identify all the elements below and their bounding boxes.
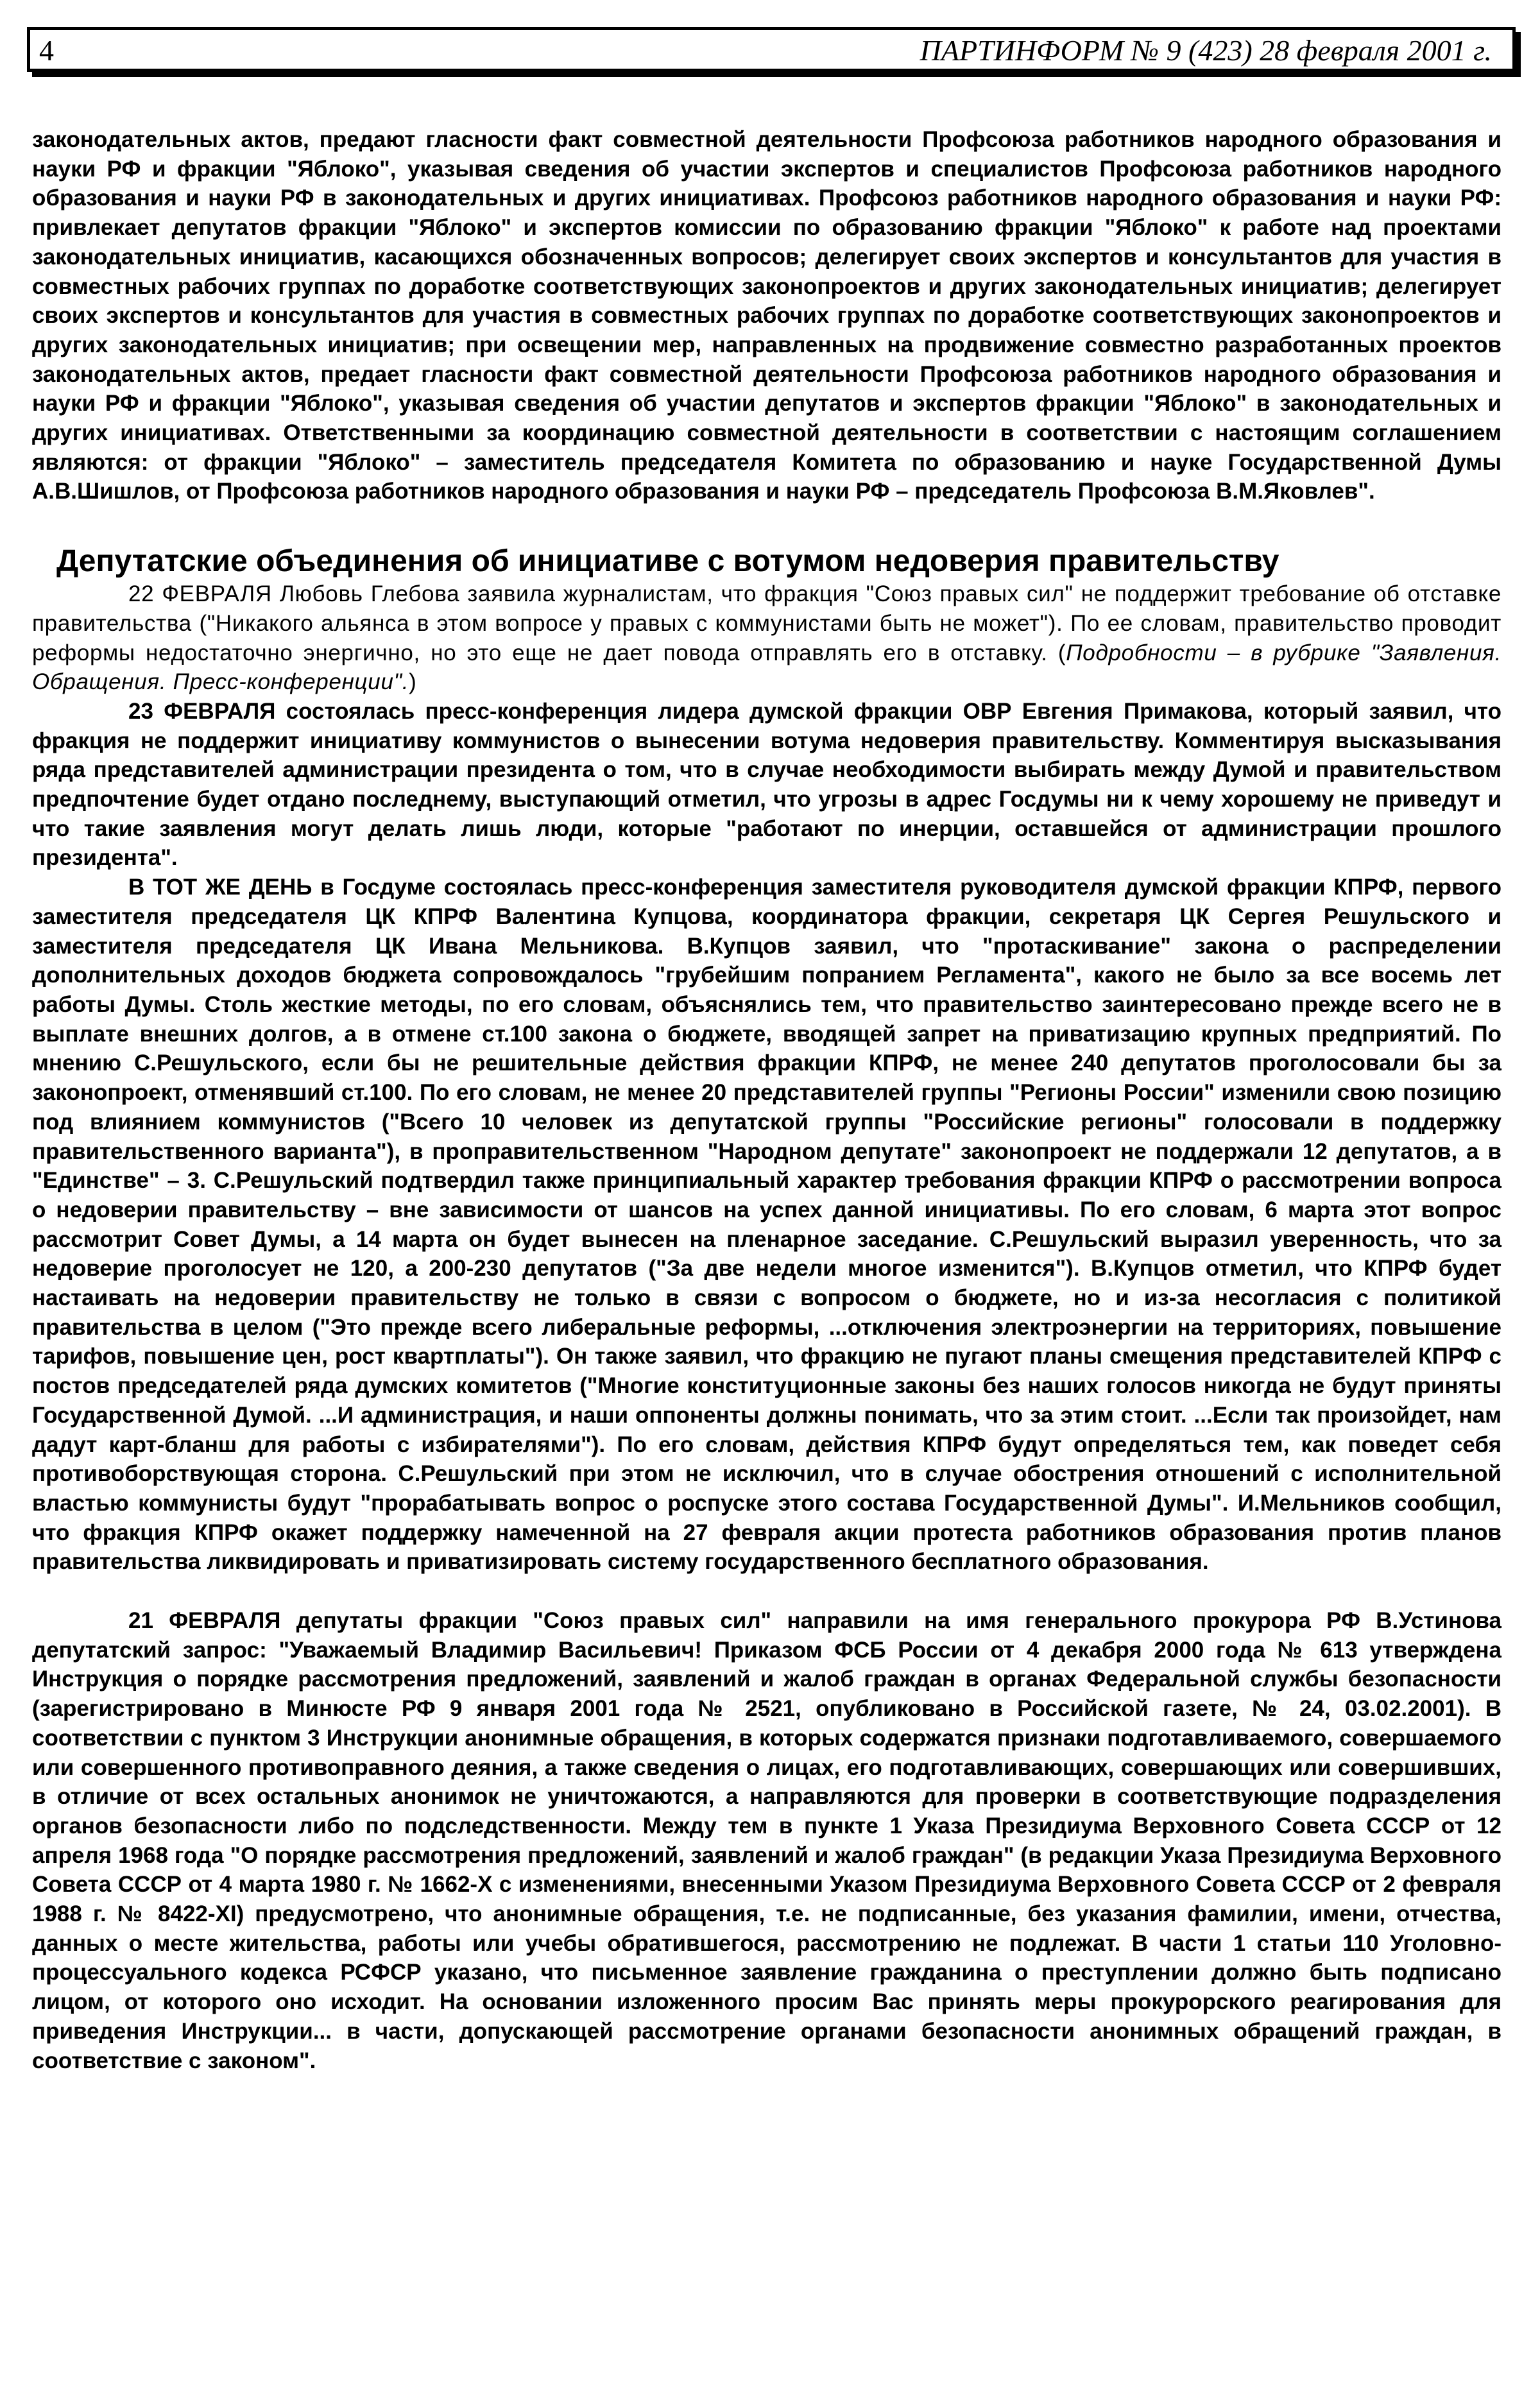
paragraph-feb-21 — [32, 1606, 1502, 2075]
reference-close: ) — [409, 669, 417, 695]
page-number: 4 — [39, 34, 54, 67]
reference-note: Подробности – в рубрике "Заявления. Обращения. Пресс-конференции". — [32, 640, 1502, 695]
publication-title: ПАРТИНФОРМ № 9 (423) 28 февраля 2001 г. — [920, 34, 1492, 67]
date-same-day: В ТОТ ЖЕ ДЕНЬ — [128, 875, 312, 900]
article-continuation-text: законодательных актов, предают гласности факт совместной деятельности Профсоюза работников народного образования и науки РФ и фракции "Яблоко", указывая сведения об участии экспертов и специалистов Профсоюза работников народного образования и науки РФ в законодательных и других инициативах. Профсоюз работников народного образования и науки РФ: привлекает депутатов фракции "Яблоко" и экспертов комиссии по образованию фракции "Яблоко" к работе над проектами законодательных инициатив, касающихся обозначенных вопросов; делегирует своих экспертов и консультантов для участия в совместных рабочих группах по доработке соответствующих законопроектов и других законодательных инициатив; делегирует своих экспертов и консультантов для участия в совместных рабочих группах по доработке соответствующих законопроектов и других законодательных инициатив; при освещении мер, направленных на продвижение совместно разработанных проектов законодательных актов, предает гласности факт совместной деятельности Профсоюза работников народного образования и науки РФ и фракции "Яблоко", указывая сведения об участии депутатов и экспертов фракции "Яблоко" в законодательных и других инициативах. Ответственными за координацию совместной деятельности в соответствии с настоящим соглашением являются: от фракции "Яблоко" – заместитель председателя Комитета по образованию и науке Государственной Думы А.В.Шишлов, от Профсоюза работников народного образования и науки РФ – председатель Профсоюза В.М.Яковлев". — [32, 127, 1502, 504]
section-heading: Депутатские объединения об инициативе с вотумом недоверия правительству — [56, 544, 1279, 579]
paragraph-feb-22 — [32, 579, 1502, 697]
date-feb-23: 23 ФЕВРАЛЯ — [128, 698, 276, 724]
date-feb-21: 21 ФЕВРАЛЯ — [128, 1608, 281, 1634]
paragraph-feb-22-text: Любовь Глебова заявила журналистам, что фракция "Союз правых сил" не поддержит требование об отставке правительства ("Никакого альянса в этом вопросе у правых с коммунистами быть не может"). По ее словам, правительство проводит реформы недостаточно энергично, но это еще не дает повода отправлять его в отставку. ( — [32, 581, 1502, 665]
paragraph-feb-23-text: состоялась пресс-конференция лидера думской фракции ОВР Евгения Примакова, который заявил, что фракция не поддержит инициативу коммунистов о вынесении вотума недоверия правительству. Комментируя высказывания ряда представителей администрации президента о том, что в случае необходимости выбирать между Думой и правительством предпочтение будет отдано последнему, выступающий отметил, что угрозы в адрес Госдумы ни к чему хорошему не приведут и что такие заявления могут делать лишь люди, которые "работают по инерции, оставшейся от администрации прошлого президента". — [32, 698, 1502, 871]
page-content — [32, 125, 1502, 2075]
paragraph-same-day-text: в Госдуме состоялась пресс-конференция заместителя руководителя думской фракции КПРФ, первого заместителя председателя ЦК КПРФ Валентина Купцова, координатора фракции, секретаря ЦК Сергея Решульского и заместителя председателя ЦК Ивана Мельникова. В.Купцов заявил, что "протаскивание" закона о распределении дополнительных доходов бюджета сопровождалось "грубейшим попранием Регламента", какого не было за все восемь лет работы Думы. Столь жесткие методы, по его словам, объяснялись тем, что правительство заинтересовано прежде всего не в выплате внешних долгов, а в отмене ст.100 закона о бюджете, вводящей запрет на приватизацию крупных предприятий. По мнению С.Решульского, если бы не решительные действия фракции КПРФ, не менее 240 депутатов проголосовали бы за законопроект, отменявший ст.100. По его словам, не менее 20 представителей группы "Регионы России" изменили свою позицию под влиянием коммунистов ("Всего 10 человек из депутатской группы "Российские регионы" голосовали в поддержку правительственного варианта"), в проправительственном "Народном депутате" законопроект не поддержали 12 депутатов, а в "Единстве" – 3. С.Решульский подтвердил также принципиальный характер требования фракции КПРФ о рассмотрении вопроса о недоверии правительству – вне зависимости от шансов на успех данной инициативы. По его словам, 6 марта этот вопрос рассмотрит Совет Думы, а 14 марта он будет вынесен на пленарное заседание. С.Решульский выразил уверенность, что за недоверие проголосует не 120, а 200-230 депутатов ("За две недели многое изменится"). В.Купцов отметил, что КПРФ будет настаивать на недоверии правительству не только в связи с вопросом о бюджете, но и из-за несогласия с политикой правительства в целом ("Это прежде всего либеральные реформы, ...отключения электроэнергии на территориях, повышение тарифов, повышение цен, рост квартплаты"). Он также заявил, что фракцию не пугают планы смещения представителей КПРФ с постов председателей ряда думских комитетов ("Многие конституционные законы без наших голосов никогда не будут приняты Государственной Думой. ...И администрация, и наши оппоненты должны понимать, что за этим стоит. ...Если так произойдет, нам дадут карт-бланш для работы с избирателями"). По его словам, действия КПРФ будут определяться тем, как поведет себя противоборствующая сторона. С.Решульский при этом не исключил, что в случае обострения отношений с исполнительной властью коммунисты будут "прорабатывать вопрос о роспуске этого состава Государственной Думы". И.Мельников сообщил, что фракция КПРФ окажет поддержку намеченной на 27 февраля акции протеста работников образования против планов правительства ликвидировать и приватизировать систему государственного бесплатного образования. — [32, 875, 1502, 1575]
paragraph-same-day — [32, 873, 1502, 1577]
article-continuation — [32, 125, 1502, 506]
page-header — [27, 27, 1516, 72]
date-feb-22: 22 ФЕВРАЛЯ — [128, 581, 272, 607]
paragraph-spacer — [32, 1577, 1502, 1606]
paragraph-feb-21-text: депутаты фракции "Союз правых сил" направили на имя генерального прокурора РФ В.Устинова депутатский запрос: "Уважаемый Владимир Васильевич! Приказом ФСБ России от 4 декабря 2000 года № 613 утверждена Инструкция о порядке рассмотрения предложений, заявлений и жалоб граждан в органах Федеральной службы безопасности (зарегистрировано в Минюсте РФ 9 января 2001 года № 2521, опубликовано в Российской газете, № 24, 03.02.2001). В соответствии с пунктом 3 Инструкции анонимные обращения, в которых содержатся признаки подготавливаемого, совершаемого или совершенного противоправного деяния, а также сведения о лицах, его подготавливающих, совершающих или совершивших, в отличие от всех остальных анонимок не уничтожаются, а направляются для проверки в соответствующие подразделения органов безопасности либо по подследственности. Между тем в пункте 1 Указа Президиума Верховного Совета СССР от 12 апреля 1968 года "О порядке рассмотрения предложений, заявлений и жалоб граждан" (в редакции Указа Президиума Верховного Совета СССР от 4 марта 1980 г. № 1662-X с изменениями, внесенными Указом Президиума Верховного Совета СССР от 2 февраля 1988 г. № 8422-XI) предусмотрено, что анонимные обращения, т.е. не подписанные, без указания фамилии, имени, отчества, данных о месте жительства, работы или учебы обратившегося, рассмотрению не подлежат. В части 1 статьи 110 Уголовно-процессуального кодекса РСФСР указано, что письменное заявление гражданина о преступлении должно быть подписано лицом, от которого оно исходит. На основании изложенного просим Вас принять меры прокурорского реагирования для приведения Инструкции... в части, допускающей рассмотрение органами безопасности анонимных обращений граждан, в соответствие с законом". — [32, 1608, 1502, 2073]
paragraph-feb-23 — [32, 697, 1502, 873]
